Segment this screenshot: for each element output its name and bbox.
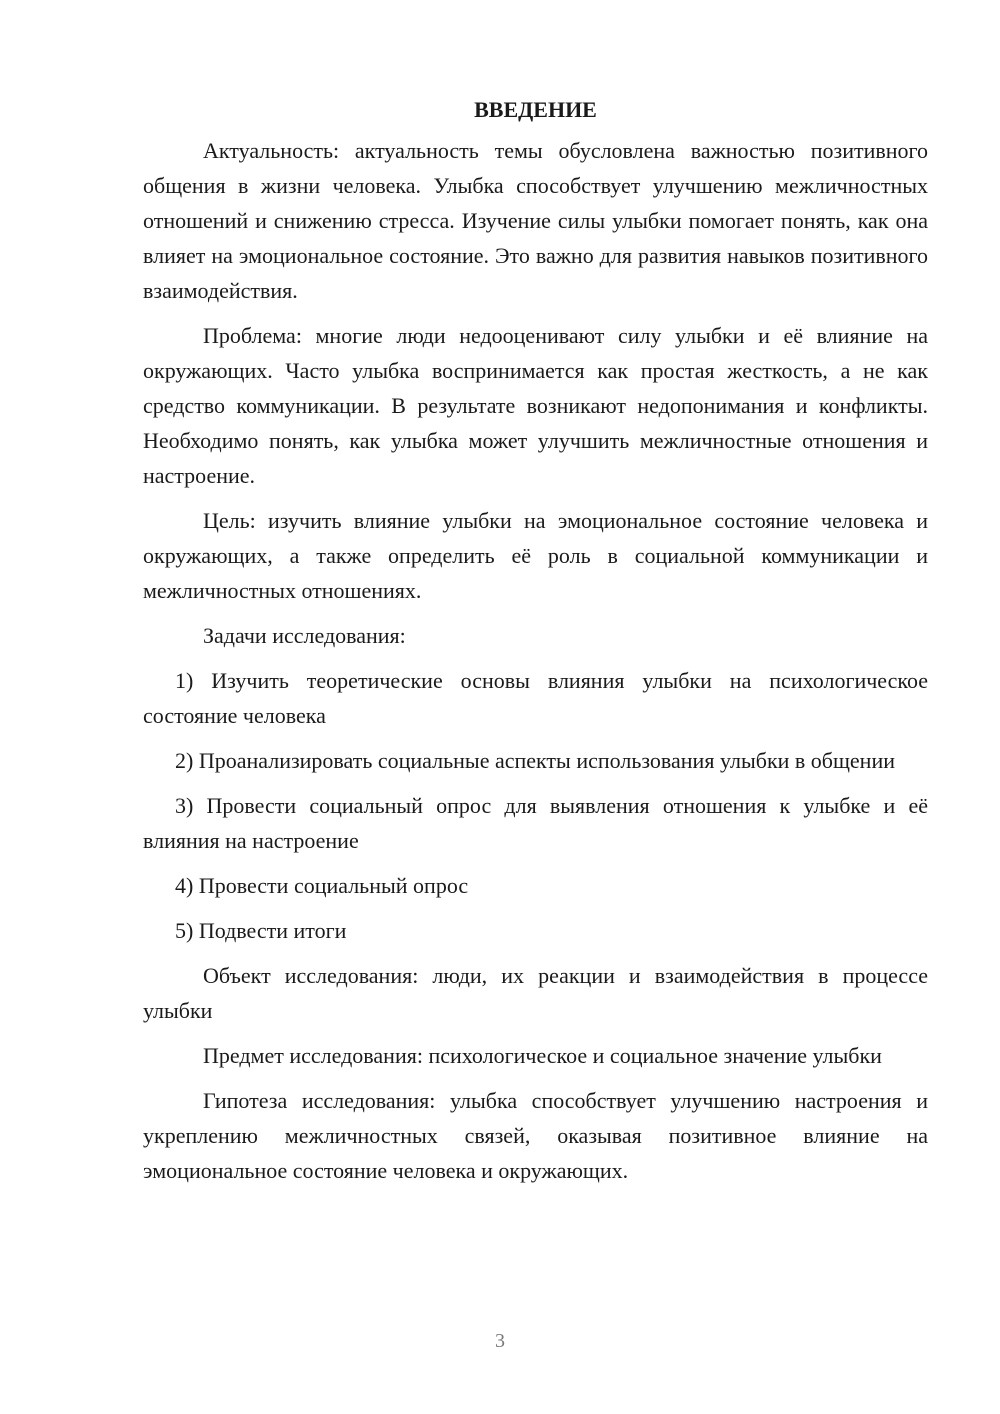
subject-paragraph: Предмет исследования: психологическое и социальное значение улыбки — [203, 1043, 882, 1068]
page-number: 3 — [495, 1330, 505, 1352]
section-title: ВВЕДЕНИЕ — [474, 97, 597, 122]
tasks-heading: Задачи исследования: — [203, 623, 406, 648]
task-item: 1) Изучить теоретические основы влияния улыбки на психологическое состояние человека — [143, 668, 928, 728]
document-page — [143, 92, 928, 1198]
hypothesis-paragraph: Гипотеза исследования: улыбка способствует улучшению настроения и укреплению межличностных связей, оказывая позитивное влияние на эмоциональное состояние человека и окружающих. — [143, 1088, 928, 1183]
task-item: 2) Проанализировать социальные аспекты использования улыбки в общении — [175, 748, 896, 773]
object-paragraph: Объект исследования: люди, их реакции и взаимодействия в процессе улыбки — [143, 963, 928, 1023]
task-item: 4) Провести социальный опрос — [175, 873, 469, 898]
task-item: 3) Провести социальный опрос для выявления отношения к улыбке и её влияния на настроение — [143, 793, 928, 853]
relevance-paragraph: Актуальность: актуальность темы обусловлена важностью позитивного общения в жизни человека. Улыбка способствует улучшению межличностных отношений и снижению стресса. Изучение силы улыбки помогает понять, как она влияет на эмоциональное состояние. Это важно для развития навыков позитивного взаимодействия. — [143, 138, 928, 303]
goal-paragraph: Цель: изучить влияние улыбки на эмоциональное состояние человека и окружающих, а также определить её роль в социальной коммуникации и межличностных отношениях. — [143, 508, 928, 603]
problem-paragraph: Проблема: многие люди недооценивают силу улыбки и её влияние на окружающих. Часто улыбка воспринимается как простая жесткость, а не как средство коммуникации. В результате возникают недопонимания и конфликты. Необходимо понять, как улыбка может улучшить межличностные отношения и настроение. — [143, 323, 928, 488]
task-item: 5) Подвести итоги — [175, 918, 347, 943]
